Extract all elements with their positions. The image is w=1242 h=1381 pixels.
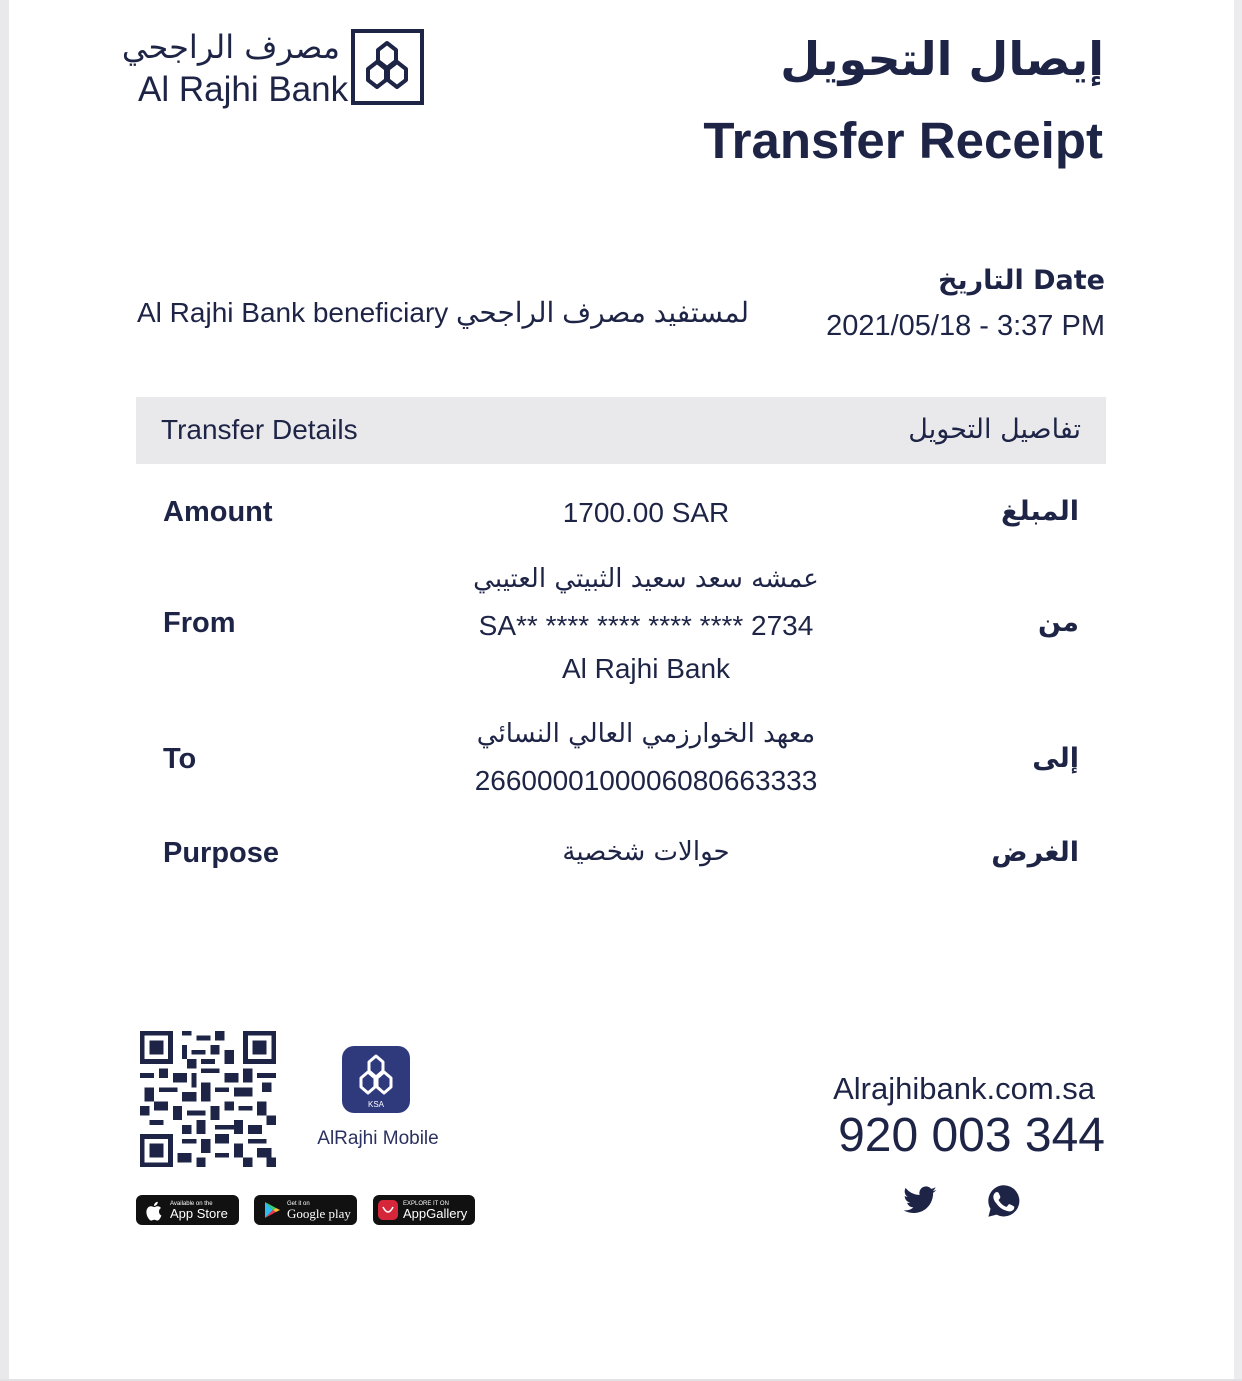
app-gallery-small: EXPLORE IT ON [403, 1200, 449, 1207]
apple-icon [144, 1199, 166, 1221]
bank-name-english: Al Rajhi Bank [138, 70, 349, 109]
whatsapp-icon[interactable] [986, 1183, 1022, 1219]
google-play-small: Get it on [287, 1200, 310, 1207]
bank-name-arabic: مصرف الراجحي [121, 28, 340, 66]
app-store-label: App Store [170, 1205, 228, 1221]
google-play-label: Google play [287, 1205, 351, 1221]
app-gallery-label: AppGallery [403, 1205, 468, 1221]
amount-label-en: Amount [163, 496, 273, 528]
amount-label-ar: المبلغ [1001, 496, 1079, 527]
website-link[interactable]: Alrajhibank.com.sa [833, 1071, 1095, 1106]
app-store-small: Available on the [170, 1200, 213, 1207]
title-english: Transfer Receipt [703, 112, 1103, 169]
left-border [0, 0, 9, 1381]
to-label-ar: إلى [1032, 743, 1079, 774]
from-account: SA** **** **** **** **** 2734 [478, 610, 814, 641]
date-label: التاريخ Date [938, 265, 1105, 296]
title-arabic: إيصال التحويل [780, 32, 1104, 86]
to-name: معهد الخوارزمي العالي النسائي [476, 719, 816, 749]
date-value: 2021/05/18 - 3:37 PM [826, 310, 1105, 342]
to-account: 2660000100006080663333 [474, 765, 818, 796]
al-rajhi-logo-icon [351, 29, 424, 105]
twitter-icon[interactable] [902, 1183, 938, 1219]
purpose-label-ar: الغرض [991, 837, 1079, 868]
app-store-badge[interactable] [136, 1195, 239, 1225]
from-bank: Al Rajhi Bank [561, 653, 731, 684]
google-play-icon [262, 1200, 282, 1220]
from-label-ar: من [1037, 607, 1079, 638]
purpose-label-en: Purpose [163, 837, 280, 869]
app-name: AlRajhi Mobile [317, 1128, 439, 1149]
right-border [1234, 0, 1242, 1381]
al-rajhi-logo-icon [342, 1046, 410, 1113]
transfer-details-label-ar: تفاصيل التحويل [908, 414, 1081, 445]
amount-value: 1700.00 SAR [562, 497, 730, 528]
beneficiary-type: Al Rajhi Bank beneficiary لمستفيد مصرف الراجحي [137, 297, 750, 328]
purpose-value: حوالات شخصية [562, 837, 730, 867]
alrajhi-mobile-app-icon[interactable] [342, 1046, 410, 1113]
from-name: عمشه سعد سعيد الثبيتي العتيبي [473, 564, 819, 594]
transfer-details-header [136, 397, 1106, 464]
app-gallery-badge[interactable] [373, 1195, 475, 1225]
google-play-badge[interactable] [254, 1195, 357, 1225]
from-label-en: From [163, 607, 236, 639]
transfer-details-label-en: Transfer Details [161, 414, 358, 445]
phone-number[interactable]: 920 003 344 [838, 1109, 1105, 1162]
app-icon-label: KSA [367, 1100, 385, 1109]
huawei-icon [378, 1200, 398, 1220]
qr-code-icon [139, 1031, 277, 1167]
to-label-en: To [163, 743, 197, 775]
